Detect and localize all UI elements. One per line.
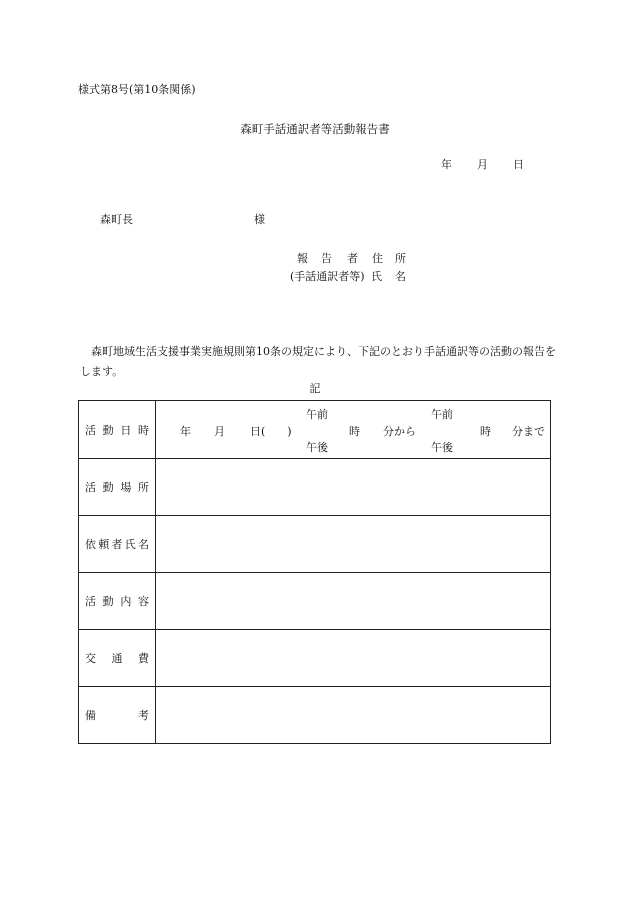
remarks-field[interactable] [156,687,551,744]
dt-pm-start: 午後 [306,441,328,454]
dt-hour-start: 時 [349,425,360,438]
reporter-address-char: 所 [395,252,406,265]
activity-place-field[interactable] [156,459,551,516]
recipient-honorific: 様 [254,213,265,226]
label-remarks: 備 考 [85,709,149,722]
label-requester-name: 依 頼 者 氏 名 [85,538,149,551]
label-cell [79,630,156,687]
page-title: 森町手話通訳者等活動報告書 [240,122,390,136]
report-table [78,400,551,744]
activity-content-field[interactable] [156,573,551,630]
label-activity-datetime: 活 動 日 時 [85,423,149,437]
dt-pm-end: 午後 [431,441,453,454]
label-cell [79,459,156,516]
dt-am-start: 午前 [306,408,328,421]
table-row [79,516,551,573]
reporter-address-char: 報 [297,252,308,265]
dt-day: 日( ) [250,425,292,438]
label-cell [79,687,156,744]
label-activity-content: 活 動 内 容 [85,595,149,608]
date-day-label: 日 [513,158,524,171]
dt-minute-until: 分まで [512,425,545,438]
label-activity-place: 活 動 場 所 [85,481,149,494]
date-month-label: 月 [477,158,488,171]
ki-heading: 記 [309,382,321,395]
body-text [80,342,560,382]
table-row [79,401,551,459]
transport-cost-field[interactable] [156,630,551,687]
reporter-name-char: 氏 [371,270,382,283]
recipient-name: 森町長 [100,213,133,226]
label-cell [79,516,156,573]
label-cell [79,401,156,459]
dt-month: 月 [214,425,225,438]
date-year-label: 年 [441,158,452,171]
dt-am-end: 午前 [431,408,453,421]
table-row [79,459,551,516]
table-row [79,630,551,687]
form-number: 様式第8号(第10条関係) [78,83,196,96]
table-row [79,573,551,630]
label-transport-cost: 交 通 費 [85,652,149,665]
label-cell [79,573,156,630]
requester-name-field[interactable] [156,516,551,573]
dt-year: 年 [180,425,191,438]
reporter-address-char: 住 [372,252,383,265]
reporter-address-char: 者 [347,252,358,265]
dt-minute-from: 分から [383,425,416,438]
datetime-field[interactable] [156,401,551,459]
table-row [79,687,551,744]
reporter-name-char: 名 [395,270,406,283]
dt-hour-end: 時 [480,425,491,438]
reporter-name-prefix: (手話通訳者等) [290,270,365,283]
reporter-address-char: 告 [321,252,332,265]
body-paragraph: 森町地域生活支援事業実施規則第10条の規定により、下記のとおり手話通訳等の活動の報告をします。 [80,345,556,378]
